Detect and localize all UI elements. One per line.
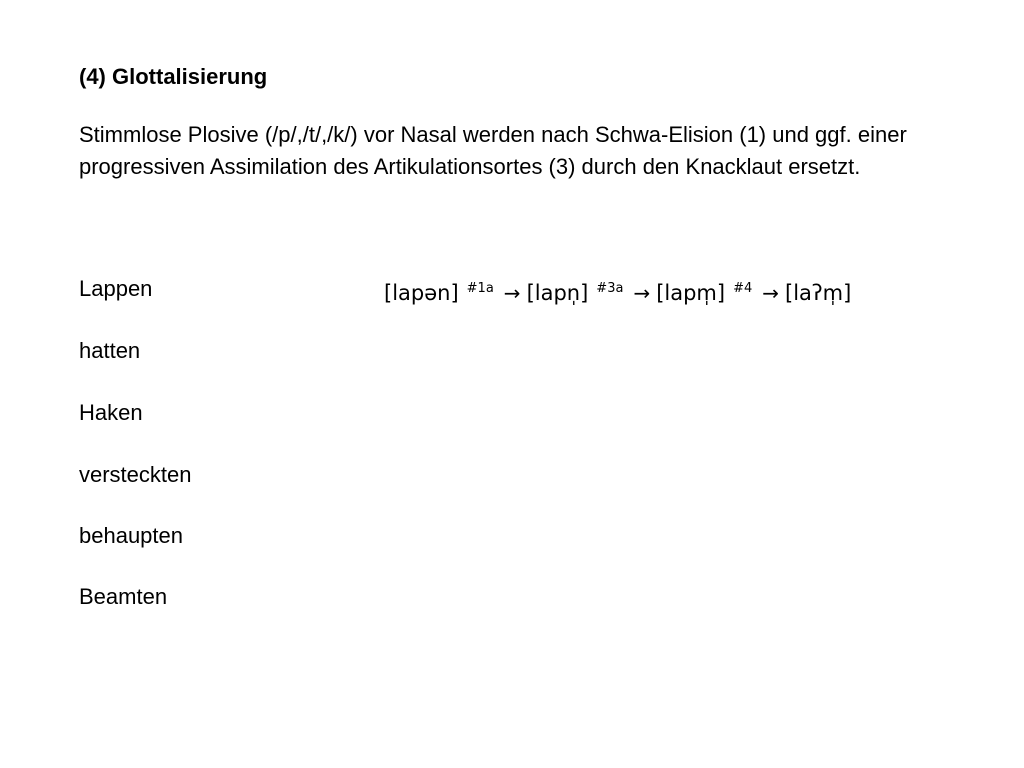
arrow-right-icon: → xyxy=(503,281,521,305)
ipa-step-4: [laʔm̩] xyxy=(785,281,852,305)
ipa-step-3: [lapm̩] xyxy=(656,281,726,305)
word-versteckten: versteckten xyxy=(79,462,192,487)
rule-label-3: #4 xyxy=(733,281,753,296)
word-haken: Haken xyxy=(79,400,143,425)
word-lappen: Lappen xyxy=(79,276,153,301)
rule-label-1: #1a xyxy=(466,281,494,296)
ipa-step-1: [lapən] xyxy=(384,281,459,305)
rule-label-2: #3a xyxy=(596,281,624,296)
rule-description: Stimmlose Plosive (/p/,/t/,/k/) vor Nasal werden nach Schwa-Elision (1) und ggf. einer progressiven Assimilation des Artikulationsortes (3) durch den Knacklaut ersetzt. xyxy=(79,122,907,179)
lappen-derivation xyxy=(384,274,851,309)
arrow-right-icon: → xyxy=(762,281,780,305)
ipa-step-2: [lapn̩] xyxy=(526,281,589,305)
word-beamten: Beamten xyxy=(79,584,168,609)
arrow-right-icon: → xyxy=(633,281,651,305)
word-hatten: hatten xyxy=(79,338,141,363)
word-behaupten: behaupten xyxy=(79,523,183,548)
slide-title: (4) Glottalisierung xyxy=(79,64,268,89)
